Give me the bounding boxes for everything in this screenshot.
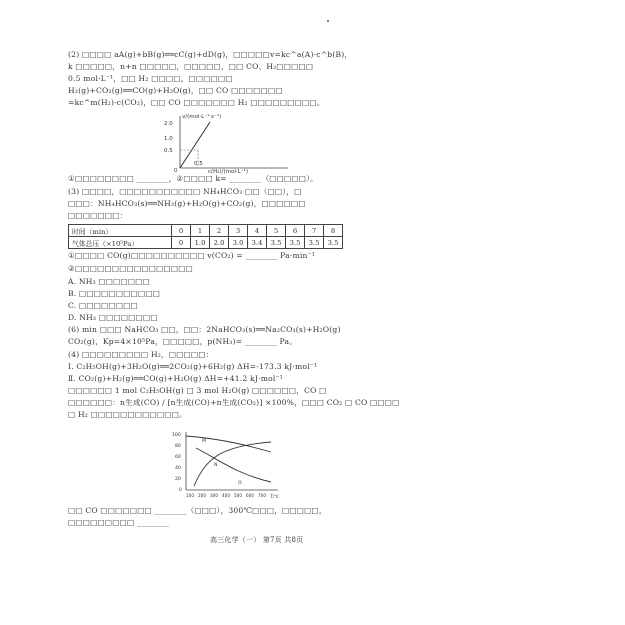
table-cell: 3.5 (267, 237, 286, 249)
graph2-ytick: 0 (179, 488, 182, 493)
text-line: =kc^m(H₂)·c(CO₂)，□□ CO □□□□□□□ H₂ □□□□□□□□□。 (68, 98, 325, 107)
table-header: 时间（min） (69, 225, 172, 237)
graph2-xtick: 300 (210, 493, 218, 498)
graph2-ytick: 60 (175, 455, 181, 460)
graph2-xtick: 400 (222, 493, 230, 498)
graph2-xlabel: T/℃ (270, 495, 280, 500)
graph2-xtick: 600 (246, 493, 254, 498)
table-cell: 3.4 (248, 237, 267, 249)
selectivity-vs-temperature-graph (166, 428, 286, 500)
table-row (69, 225, 343, 237)
text-line: (6) min □□□ NaHCO₃ □□，□□：2NaHCO₃(s)══Na₂CO₃(s)+H₂O(g) (68, 325, 341, 334)
table-header: 6 (286, 225, 305, 237)
scan-speck (327, 20, 329, 22)
graph2-ytick: 20 (175, 477, 181, 482)
table-cell: 2.0 (210, 237, 229, 249)
graph1-ytick: 1.0 (164, 136, 173, 142)
graph2-xtick: 700 (258, 493, 266, 498)
text-line: □□□□□□□□□ ________ (68, 518, 169, 527)
text-line: □ H₂ □□□□□□□□□□□□。 (68, 410, 187, 419)
text-line: B. □□□□□□□□□□□ (68, 289, 161, 298)
text-line: □□□：NH₄HCO₃(s)══NH₃(g)+H₂O(g)+CO₂(g)，□□□□□□ (68, 199, 306, 208)
table-header: 0 (172, 225, 191, 237)
graph2-curve-label: M (202, 439, 206, 444)
table-row (69, 237, 343, 249)
text-line: □□□□□□ 1 mol C₂H₅OH(g) □ 3 mol H₂O(g) □□□□□□，CO □ (68, 386, 327, 395)
table-header: 7 (305, 225, 324, 237)
pressure-time-table (68, 224, 343, 249)
graph2-ytick: 100 (172, 433, 181, 438)
table-header: 3 (229, 225, 248, 237)
page-footer: 高三化学（一） 第7页 共8页 (210, 536, 304, 544)
text-line: (4) □□□□□□□□□ H₂，□□□□□： (68, 350, 214, 359)
table-header: 8 (324, 225, 343, 237)
text-line: ①□□□□ CO(g)□□□□□□□□□□ v(CO₂) = ________ Pa·min⁻¹ (68, 251, 316, 260)
table-cell: 3.0 (229, 237, 248, 249)
text-line: (2) □□□□ aA(g)+bB(g)══cC(g)+dD(g)，□□□□□v=kc^a(A)·c^b(B)， (68, 50, 353, 59)
text-line: k □□□□□，n+n □□□□□，□□□□□，□□ CO、H₂□□□□□ (68, 62, 314, 71)
text-line: 0.5 mol·L⁻¹，□□ H₂ □□□□，□□□□□□ (68, 74, 233, 83)
table-cell: 3.5 (286, 237, 305, 249)
text-line: □□□□□□：n生成(CO) / [n生成(CO)+n生成(CO₂)] ×100%，□□□ CO₂ □ CO □□□□ (68, 398, 400, 407)
table-header: 2 (210, 225, 229, 237)
text-line: □□ CO □□□□□□□ ________（□□□），300℃□□□，□□□□□， (68, 506, 327, 515)
text-line: □□□□□□□： (68, 211, 128, 220)
graph1-ytick: 2.0 (164, 121, 173, 127)
graph1-ytick: 0.5 (164, 148, 173, 154)
graph2-xtick: 500 (234, 493, 242, 498)
graph1-xtick: 0.5 (194, 161, 203, 167)
table-header: 1 (191, 225, 210, 237)
text-line: C. □□□□□□□□ (68, 301, 138, 310)
table-header: 5 (267, 225, 286, 237)
text-line: Ⅰ. C₂H₅OH(g)+3H₂O(g)══2CO₂(g)+6H₂(g) ΔH=-173.3 kJ·mol⁻¹ (68, 362, 318, 371)
text-line: A. NH₃ □□□□□□□ (68, 277, 151, 286)
graph1-xlabel: c(H₂)/(mol·L⁻¹) (208, 169, 248, 174)
text-line: D. NH₃ □□□□□□□□ (68, 313, 158, 322)
graph2-xtick: 200 (198, 493, 206, 498)
table-cell: 1.0 (191, 237, 210, 249)
graph2-ytick: 40 (175, 466, 181, 471)
graph1-ylabel: v/(mol·L⁻¹·s⁻¹) (182, 114, 222, 120)
text-line: Ⅱ. CO₂(g)+H₂(g)══CO(g)+H₂O(g) ΔH=+41.2 kJ·mol⁻¹ (68, 374, 283, 383)
text-line: ①□□□□□□□□ ________，②□□□□ k= ________（□□□□□）。 (68, 174, 318, 183)
table-cell: 3.5 (305, 237, 324, 249)
text-line: (3) □□□□，□□□□□□□□□□□ NH₄HCO₃ □□（□□），□ (68, 187, 302, 196)
graph2-ytick: 80 (175, 444, 181, 449)
text-line: CO₂(g)，Kp=4×10⁵Pa，□□□□□，p(NH₃)= ________ Pa。 (68, 337, 297, 346)
table-cell: 0 (172, 237, 191, 249)
rate-vs-concentration-graph (150, 112, 300, 174)
text-line: ②□□□□□□□□□□□□□□□□ (68, 264, 194, 273)
text-line: H₂(g)+CO₂(g)══CO(g)+H₂O(g)，□□ CO □□□□□□□ (68, 86, 283, 95)
table-cell: 3.5 (324, 237, 343, 249)
graph2-curve-label: O (238, 481, 242, 486)
graph2-xtick: 100 (186, 493, 194, 498)
table-row-label: 气体总压（×10⁵Pa） (69, 237, 172, 249)
graph2-curve-label: N (214, 463, 218, 468)
graph1-origin: 0 (174, 168, 178, 174)
table-header: 4 (248, 225, 267, 237)
